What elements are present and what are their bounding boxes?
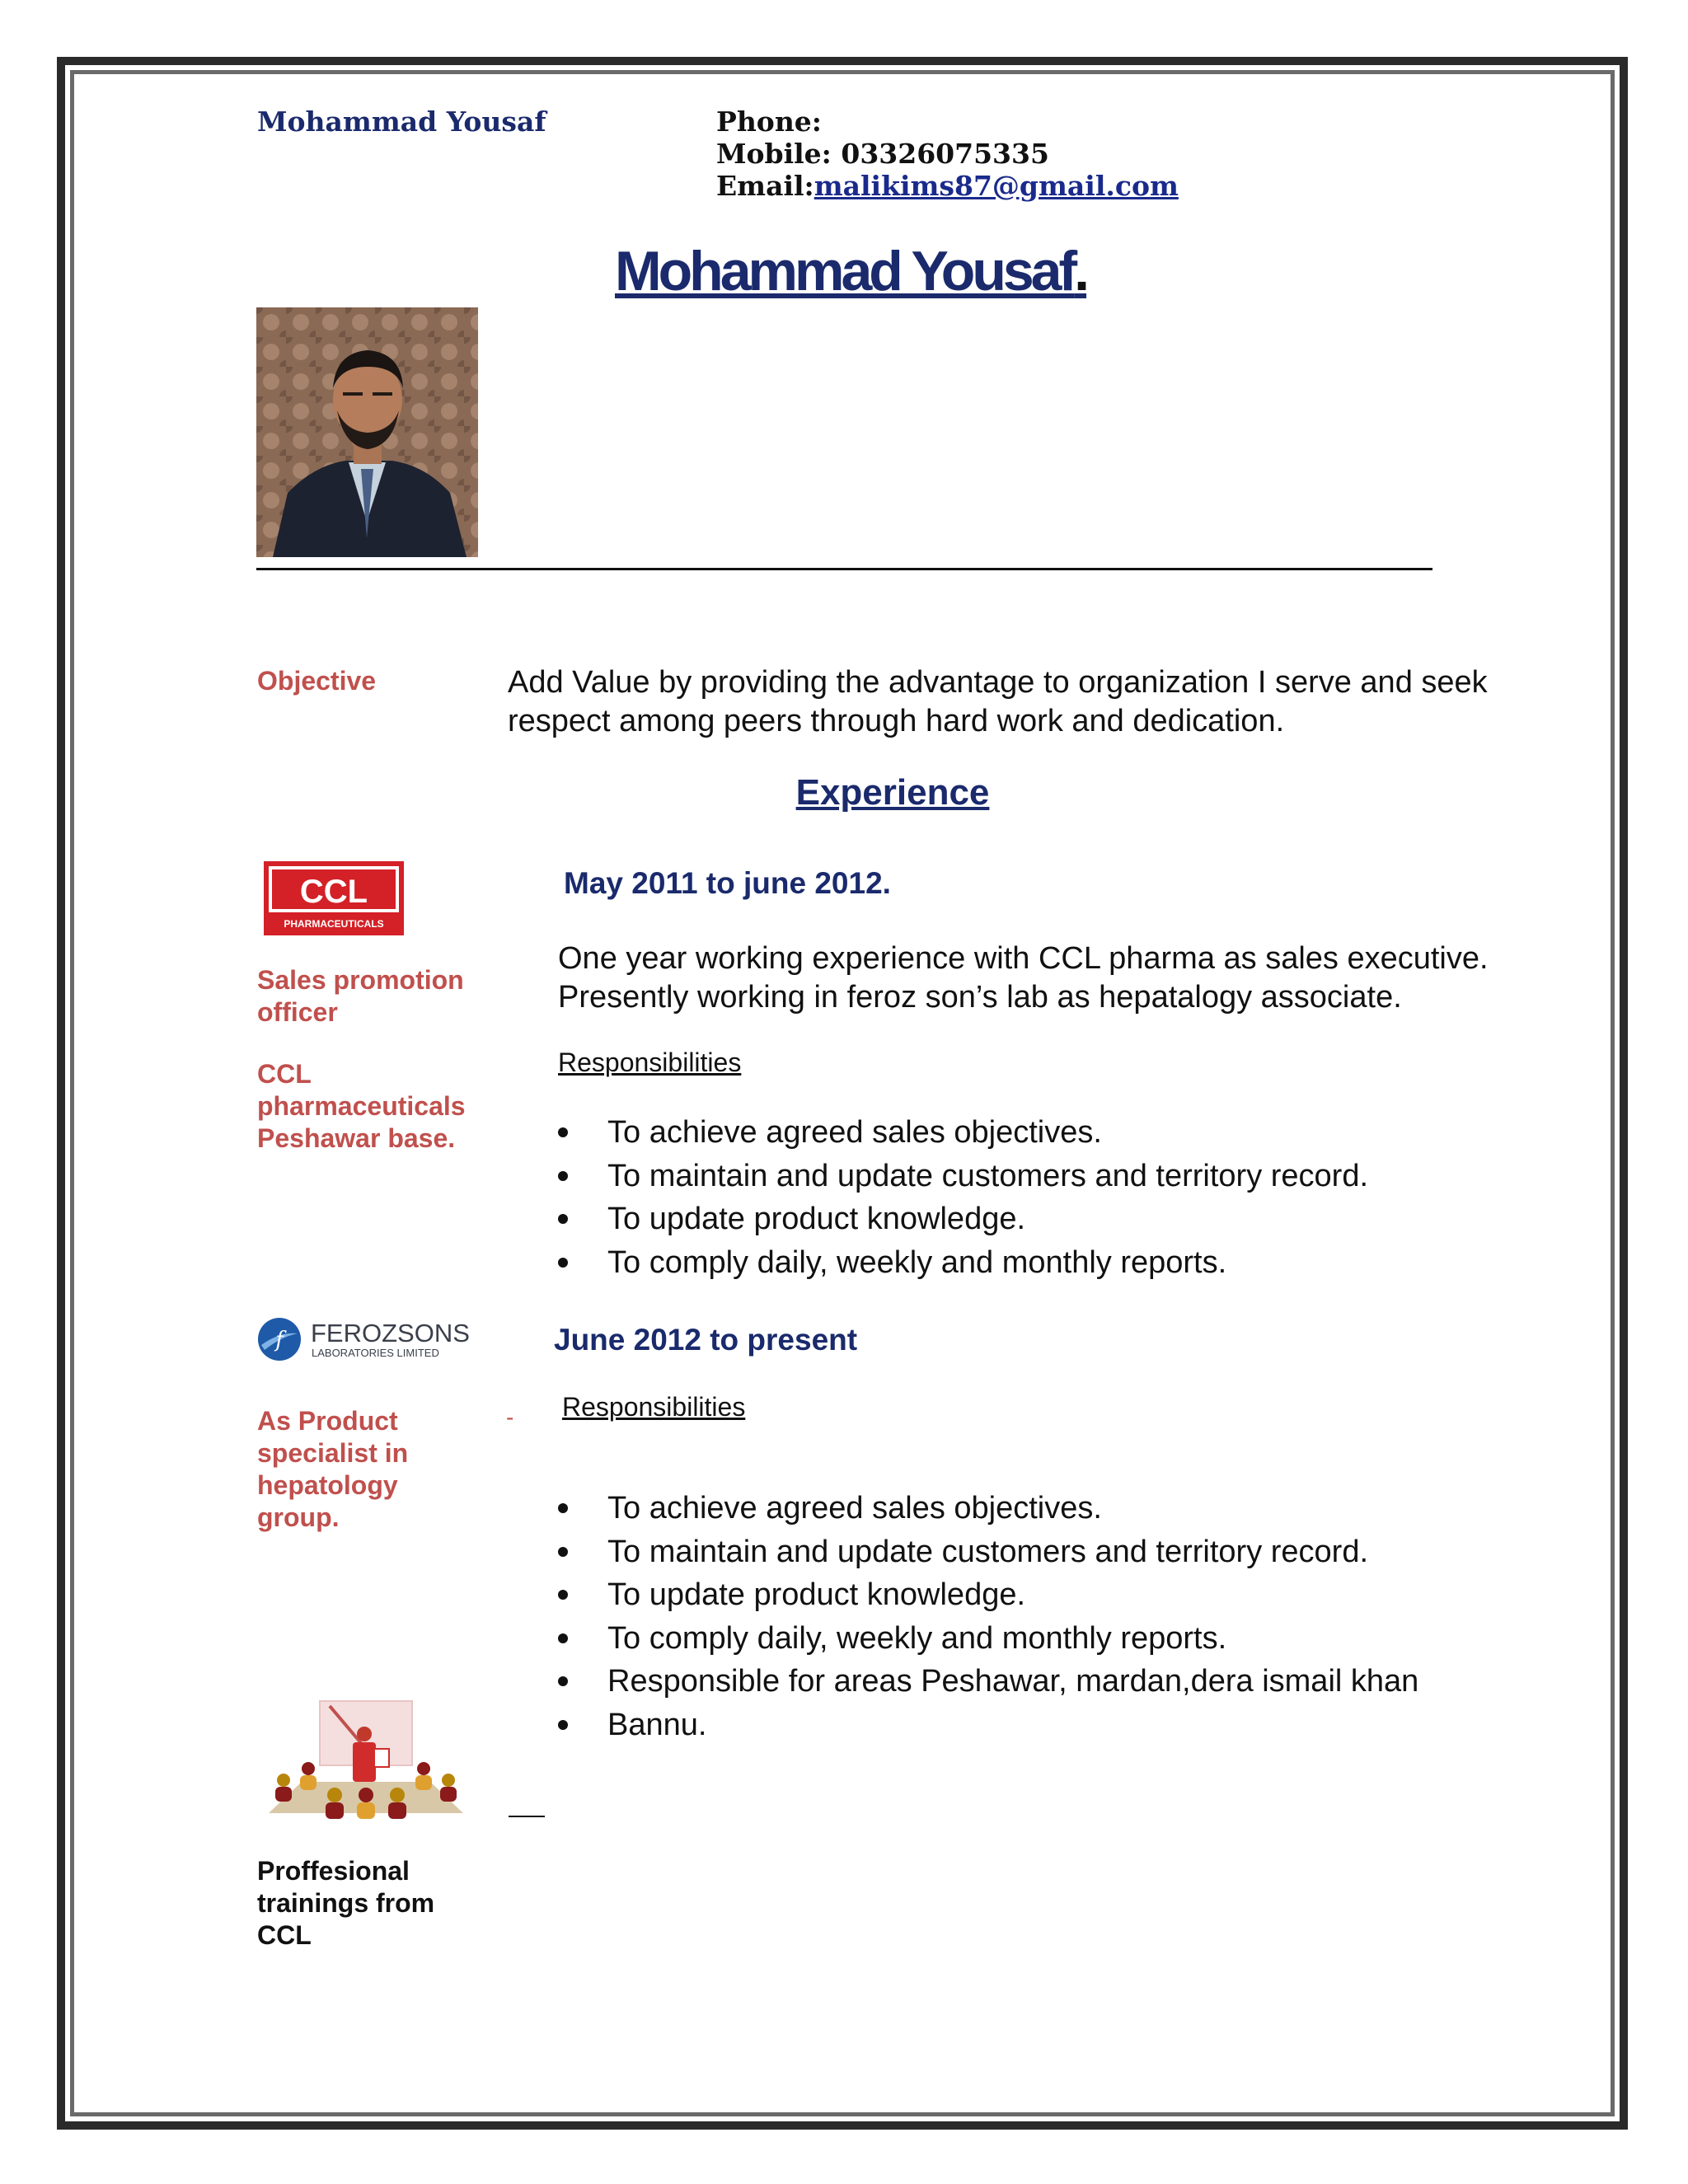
- job2-period: June 2012 to present: [554, 1323, 858, 1357]
- email-link[interactable]: malikims87@gmail.com: [814, 170, 1179, 202]
- ferozsons-logo-sub: LABORATORIES LIMITED: [312, 1347, 439, 1359]
- ccl-logo: [264, 861, 404, 935]
- job2-responsibilities-label: Responsibilities: [562, 1392, 746, 1422]
- trainings-label: Proffesional trainings from CCL: [257, 1856, 435, 1950]
- bullet-icon: [558, 1676, 568, 1686]
- title-dot: .: [1074, 240, 1087, 302]
- list-item: To maintain and update customers and territory record.: [558, 1155, 1368, 1198]
- short-rule: [509, 1816, 545, 1817]
- experience-heading: Experience: [795, 772, 990, 813]
- list-item: To achieve agreed sales objectives.: [558, 1111, 1368, 1155]
- job1-period: May 2011 to june 2012.: [564, 866, 891, 900]
- job2-bullet-list: [558, 1487, 1418, 1746]
- list-item: To comply daily, weekly and monthly reports.: [558, 1617, 1418, 1661]
- training-presentation-icon: [260, 1698, 471, 1821]
- dash-mark: -: [506, 1404, 514, 1430]
- job1-responsibilities-label: Responsibilities: [558, 1047, 742, 1077]
- bullet-icon: [558, 1214, 568, 1224]
- ferozsons-logo-text: FEROZSONS: [311, 1319, 470, 1347]
- list-item: Bannu.: [558, 1704, 1418, 1747]
- mobile-number: Mobile: 03326075335: [716, 138, 1049, 170]
- ferozsons-logo: [256, 1317, 487, 1361]
- list-item: To update product knowledge.: [558, 1573, 1418, 1617]
- list-item: To achieve agreed sales objectives.: [558, 1487, 1418, 1530]
- list-item: To maintain and update customers and territory record.: [558, 1530, 1418, 1574]
- job2-role: As Product specialist in hepatology group.: [257, 1406, 409, 1532]
- bullet-icon: [558, 1127, 568, 1137]
- profile-photo: [256, 307, 478, 557]
- list-item: To update product knowledge.: [558, 1197, 1368, 1241]
- bullet-icon: [558, 1720, 568, 1730]
- email-label: Email:: [716, 170, 814, 202]
- job1-bullet-list: [558, 1111, 1368, 1284]
- bullet-icon: [558, 1171, 568, 1181]
- objective-label: Objective: [257, 666, 377, 696]
- bullet-icon: [558, 1590, 568, 1600]
- contact-block: [716, 105, 1179, 202]
- bullet-icon: [558, 1633, 568, 1643]
- job1-description: One year working experience with CCL pharma as sales executive. Presently working in feroz son’s lab as hepatalogy associate.: [558, 941, 1489, 1015]
- list-item: To comply daily, weekly and monthly reports.: [558, 1241, 1368, 1285]
- phone-label: Phone:: [716, 105, 822, 138]
- bullet-icon: [558, 1547, 568, 1557]
- objective-text: Add Value by providing the advantage to organization I serve and seek respect among peers through hard work and dedication.: [508, 665, 1488, 738]
- header-name: Mohammad Yousaf: [257, 105, 546, 138]
- list-item: Responsible for areas Peshawar, mardan,dera ismail khan: [558, 1660, 1418, 1704]
- header-divider: [256, 568, 1432, 570]
- ccl-logo-text: CCL: [299, 874, 368, 910]
- job1-organization: CCL pharmaceuticals Peshawar base.: [257, 1059, 466, 1153]
- email-line: [716, 170, 1179, 202]
- page-title: [615, 239, 1086, 303]
- job1-role: Sales promotion officer: [257, 965, 464, 1027]
- bullet-icon: [558, 1503, 568, 1513]
- bullet-icon: [558, 1258, 568, 1268]
- svg-text:f: f: [275, 1328, 284, 1352]
- title-name: Mohammad Yousaf: [615, 240, 1075, 302]
- ccl-logo-sub: PHARMACEUTICALS: [284, 918, 384, 930]
